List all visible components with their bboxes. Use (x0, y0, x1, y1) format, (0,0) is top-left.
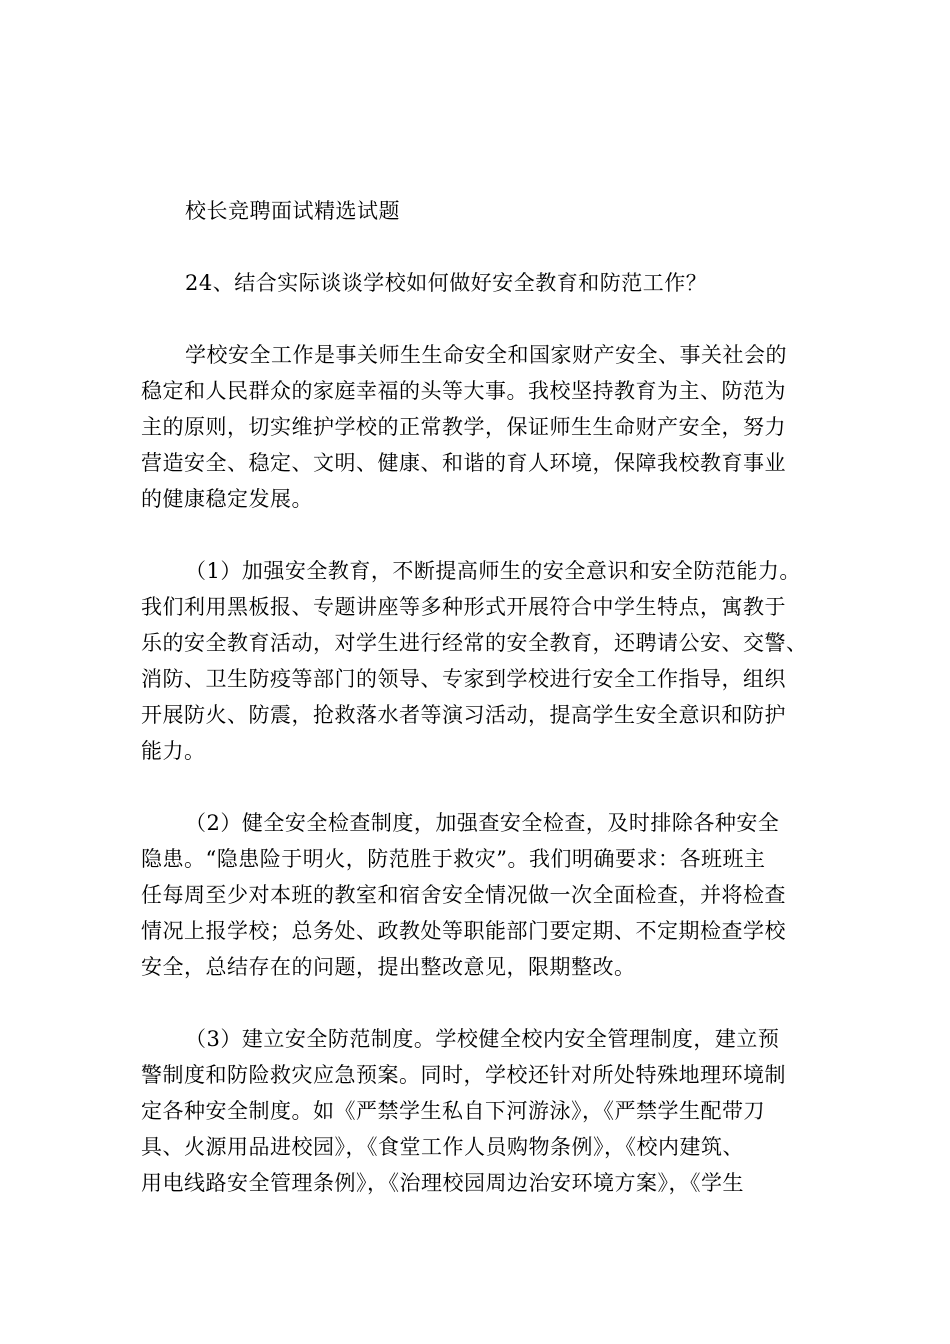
paragraph-line: 消防、卫生防疫等部门的领导、专家到学校进行安全工作指导，组织 (141, 667, 786, 691)
paragraph-line: 乐的安全教育活动，对学生进行经常的安全教育，还聘请公安、交警、 (141, 631, 808, 655)
paragraph-line: 稳定和人民群众的家庭幸福的头等大事。我校坚持教育为主、防范为 (141, 379, 786, 403)
paragraph-line: 我们利用黑板报、专题讲座等多种形式开展符合中学生特点，寓教于 (141, 595, 786, 619)
paragraph-line: （2）健全安全检查制度，加强查安全检查，及时排除各种安全 (185, 811, 780, 835)
paragraph-point-1 (141, 553, 841, 769)
paragraph-line: 情况上报学校；总务处、政教处等职能部门要定期、不定期检查学校 (141, 919, 786, 943)
paragraph-point-2 (141, 805, 841, 985)
paragraph-line: （1）加强安全教育，不断提高师生的安全意识和安全防范能力。 (185, 559, 801, 583)
paragraph-line: 学校安全工作是事关师生生命安全和国家财产安全、事关社会的 (185, 343, 787, 367)
paragraph-line: 任每周至少对本班的教室和宿舍安全情况做一次全面检查，并将检查 (141, 883, 786, 907)
spacer (141, 769, 841, 805)
paragraph-line: 能力。 (141, 739, 206, 763)
paragraph-line: 隐患。“隐患险于明火，防范胜于救灾”。我们明确要求：各班班主 (141, 847, 766, 871)
spacer (141, 517, 841, 553)
spacer (141, 985, 841, 1021)
paragraph-line: 用电线路安全管理条例》，《治理校园周边治安环境方案》，《学生 (141, 1171, 744, 1195)
paragraph-line: （3）建立安全防范制度。学校健全校内安全管理制度，建立预 (185, 1027, 780, 1051)
paragraph-line: 警制度和防险救灾应急预案。同时，学校还针对所处特殊地理环境制 (141, 1063, 786, 1087)
paragraph-line: 安全，总结存在的问题，提出整改意见，限期整改。 (141, 955, 636, 979)
paragraph-line: 定各种安全制度。如《严禁学生私自下河游泳》，《严禁学生配带刀 (141, 1099, 765, 1123)
paragraph-line: 主的原则，切实维护学校的正常教学，保证师生生命财产安全，努力 (141, 415, 786, 439)
paragraph-line: 开展防火、防震，抢救落水者等演习活动，提高学生安全意识和防护 (141, 703, 786, 727)
spacer (141, 229, 841, 265)
paragraph-line: 的健康稳定发展。 (141, 487, 313, 511)
question-heading: 24、结合实际谈谈学校如何做好安全教育和防范工作？ (185, 271, 708, 295)
paragraph-point-3 (141, 1021, 841, 1201)
paragraph-line: 具、火源用品进校园》，《食堂工作人员购物条例》，《校内建筑、 (141, 1135, 744, 1159)
paragraph-intro (141, 337, 841, 517)
document-body (141, 193, 841, 1201)
document-title: 校长竞聘面试精选试题 (185, 199, 400, 223)
paragraph-line: 营造安全、稳定、文明、健康、和谐的育人环境，保障我校教育事业 (141, 451, 786, 475)
spacer (141, 301, 841, 337)
